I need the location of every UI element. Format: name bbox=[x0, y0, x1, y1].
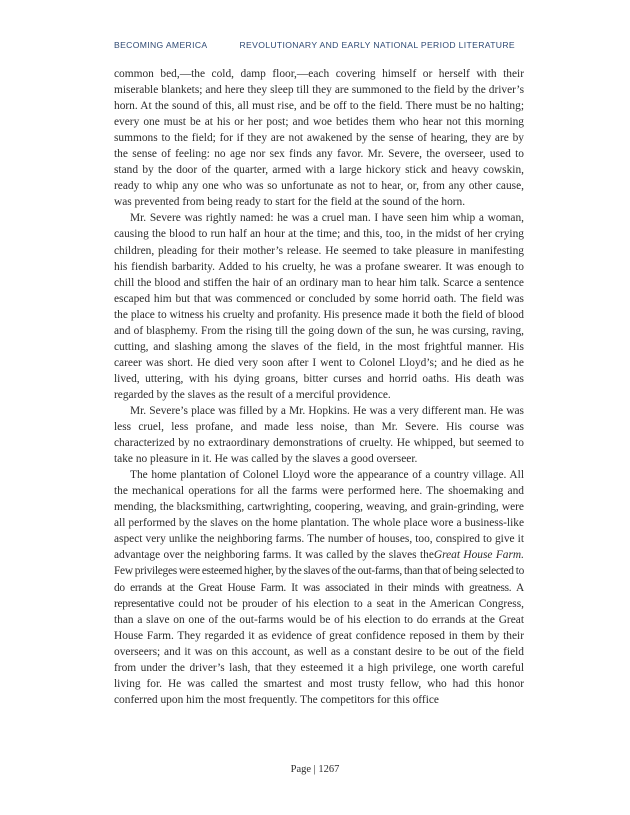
page-number: Page | 1267 bbox=[290, 764, 340, 775]
running-header bbox=[114, 40, 534, 50]
paragraph-text-after: could not be prouder of his election to a seat in the American Congress, than a slave on one of the out-farms would be of his election to do errands at the Great House Farm. They regarded it as evidence of great confidence reposed in them by their overseers; and it was on this account, as well as a constant desire to be out of the field from under the driver’s lash, that they esteemed it a high privilege, one worth careful living for. He was called the smartest and most trusty fellow, who had this honor conferred upon him the most frequently. The competitors for this office bbox=[114, 597, 524, 706]
italic-great-house-farm: Great House Farm. bbox=[433, 549, 524, 562]
paragraph-mr-hopkins: Mr. Severe’s place was filled by a Mr. Hopkins. He was a very different man. He was less cruel, less profane, and made less noise, than Mr. Severe. His course was characterized by no extraordinary demonstrations of cruelty. He whipped, but seemed to take no pleasure in it. He was called by the slaves a good overseer. bbox=[114, 404, 524, 466]
paragraph-mr-severe: Mr. Severe was rightly named: he was a cruel man. I have seen him whip a woman, causing the blood to run half an hour at the time; and this, too, in the midst of her crying children, pleading for their mother’s release. He seemed to take pleasure in manifesting his fiendish barbarity. Added to his cruelty, he was a profane swearer. It was enough to chill the blood and stiffen the hair of an ordinary man to hear him talk. Scarce a sentence escaped him but that was commenced or concluded by some horrid oath. The field was the place to witness his cruelty and profanity. His presence made it both the field of blood and of blasphemy. From the rising till the going down of the sun, he was cursing, raving, cutting, and slashing among the slaves of the field, in the most frightful manner. His career was short. He died very soon after I went to Colonel Lloyd’s; and he died as he lived, uttering, with his dying groans, bitter curses and horrid oaths. His death was regarded by the slaves as the result of a merciful providence. bbox=[114, 212, 524, 401]
paragraph-continued: common bed,—the cold, damp floor,—each covering himself or herself with their miserable blankets; and here they sleep till they are summoned to the field by the driver’s horn. At the sound of this, all must rise, and be off to the field. There must be no halting; every one must be at his or her post; and woe betides them who hear not this morning summons to the field; for if they are not awakened by the sense of hearing, they are by the sense of feeling: no age nor sex finds any favor. Mr. Severe, the overseer, used to stand by the door of the quarter, armed with a large hickory stick and heavy cowskin, ready to whip any one who was so unfortunate as not to hear, or, from any other cause, was prevented from being ready to start for the field at the sound of the horn. bbox=[114, 68, 524, 209]
paragraph-text-before-italic: The home plantation of Colonel Lloyd wore the appearance of a country village. All the mechanical operations for all the farms were performed here. The shoemaking and mending, the blacksmithing, cartwrighting, coopering, weaving, and grain-grinding, were all performed by the slaves on the home plantation. The whole place wore a business-like aspect very unlike the neighboring farms. The number of houses, too, conspired to give it advantage over the neighboring farms. It was called by the slaves the bbox=[114, 469, 524, 562]
book-title: BECOMING AMERICA bbox=[114, 40, 208, 50]
paragraph-home-plantation bbox=[114, 467, 524, 708]
paragraph-text-condensed: Few privileges were esteemed higher, by the slaves of the out-farms, than that of being selected to do errands at the Great House Farm. It was associated in their minds with greatness. A representative bbox=[114, 565, 524, 610]
body-text bbox=[114, 66, 524, 708]
section-title: REVOLUTIONARY AND EARLY NATIONAL PERIOD LITERATURE bbox=[239, 40, 516, 50]
